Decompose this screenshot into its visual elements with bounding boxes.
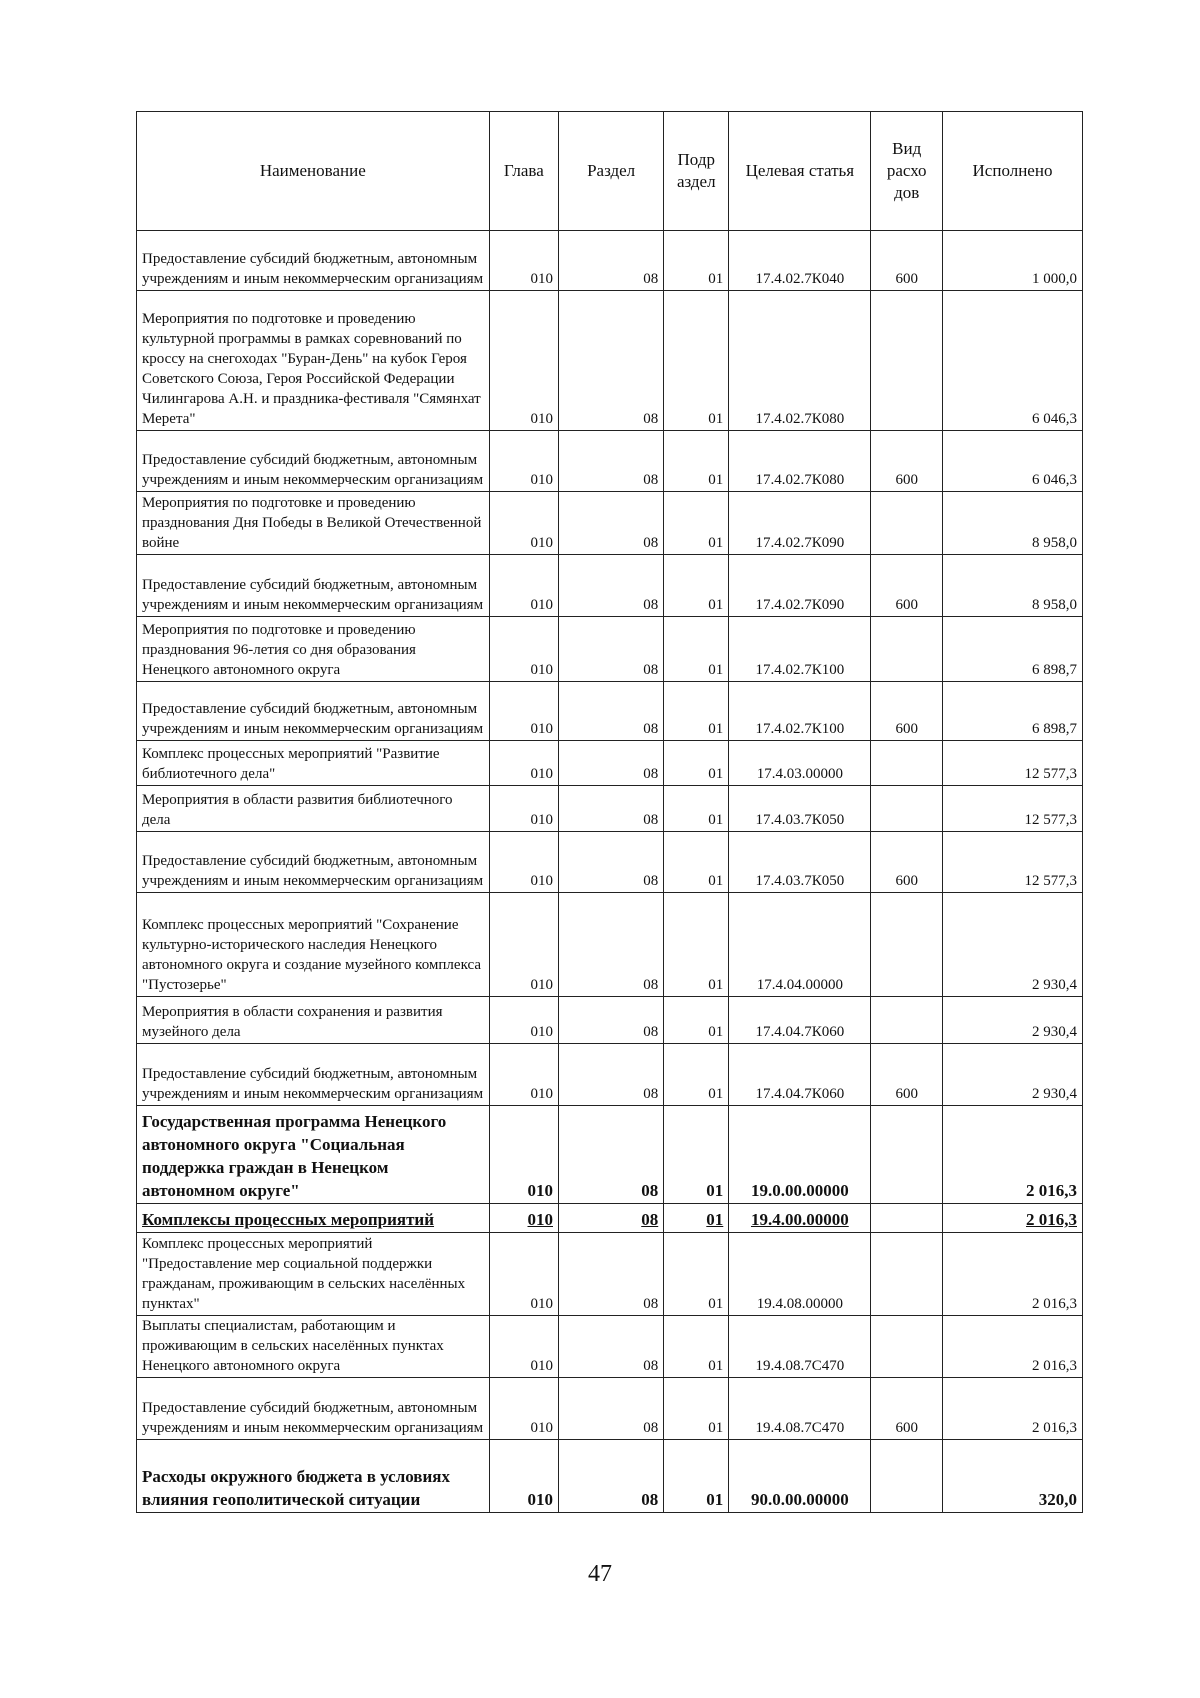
row-name: Комплекс процессных мероприятий "Предоставление мер социальной поддержки гражданам, проживающим в сельских населённых пунктах" — [137, 1233, 490, 1316]
row-razdel: 08 — [559, 1106, 664, 1204]
row-glava: 010 — [489, 617, 558, 682]
row-podrazdel: 01 — [664, 893, 729, 997]
row-podrazdel: 01 — [664, 231, 729, 291]
row-statya: 17.4.03.7К050 — [729, 832, 871, 893]
row-vid — [871, 617, 943, 682]
row-ispolneno: 1 000,0 — [943, 231, 1083, 291]
row-razdel: 08 — [559, 682, 664, 741]
row-razdel: 08 — [559, 431, 664, 492]
row-name: Мероприятия по подготовке и проведению культурной программы в рамках соревнований по кроссу на снегоходах "Буран-День" на кубок Героя Советского Союза, Героя Российской Федерации Чилингарова А.Н. и праздника-фестиваля "Сямянхат Мерета" — [137, 291, 490, 431]
table-row — [137, 1440, 1083, 1513]
row-ispolneno: 2 016,3 — [943, 1204, 1083, 1233]
row-vid: 600 — [871, 682, 943, 741]
row-name: Комплекс процессных мероприятий "Развитие библиотечного дела" — [137, 741, 490, 786]
row-podrazdel: 01 — [664, 832, 729, 893]
row-razdel: 08 — [559, 893, 664, 997]
row-glava: 010 — [489, 1316, 558, 1378]
row-razdel: 08 — [559, 786, 664, 832]
row-statya: 17.4.03.00000 — [729, 741, 871, 786]
row-ispolneno: 12 577,3 — [943, 741, 1083, 786]
row-vid — [871, 741, 943, 786]
row-ispolneno: 8 958,0 — [943, 555, 1083, 617]
row-name: Мероприятия в области сохранения и развития музейного дела — [137, 997, 490, 1044]
row-vid — [871, 1204, 943, 1233]
row-statya: 19.4.08.7С470 — [729, 1378, 871, 1440]
row-glava: 010 — [489, 492, 558, 555]
row-ispolneno: 12 577,3 — [943, 786, 1083, 832]
row-glava: 010 — [489, 893, 558, 997]
header-vid: Вид расхо дов — [871, 112, 943, 231]
row-name: Выплаты специалистам, работающим и проживающим в сельских населённых пунктах Ненецкого автономного округа — [137, 1316, 490, 1378]
row-podrazdel: 01 — [664, 1378, 729, 1440]
row-ispolneno: 6 046,3 — [943, 291, 1083, 431]
row-glava: 010 — [489, 786, 558, 832]
row-ispolneno: 2 930,4 — [943, 893, 1083, 997]
row-name: Государственная программа Ненецкого автономного округа "Социальная поддержка граждан в Ненецком автономном округе" — [137, 1106, 490, 1204]
row-glava: 010 — [489, 431, 558, 492]
row-vid: 600 — [871, 1044, 943, 1106]
row-podrazdel: 01 — [664, 1204, 729, 1233]
row-glava: 010 — [489, 1233, 558, 1316]
row-statya: 17.4.02.7К080 — [729, 431, 871, 492]
row-vid: 600 — [871, 832, 943, 893]
row-vid — [871, 997, 943, 1044]
row-razdel: 08 — [559, 555, 664, 617]
row-podrazdel: 01 — [664, 682, 729, 741]
row-podrazdel: 01 — [664, 1106, 729, 1204]
row-glava: 010 — [489, 555, 558, 617]
row-name: Предоставление субсидий бюджетным, автономным учреждениям и иным некоммерческим организациям — [137, 555, 490, 617]
row-podrazdel: 01 — [664, 1233, 729, 1316]
row-statya: 17.4.02.7К090 — [729, 492, 871, 555]
row-glava: 010 — [489, 741, 558, 786]
table-row — [137, 431, 1083, 492]
row-ispolneno: 6 898,7 — [943, 617, 1083, 682]
row-razdel: 08 — [559, 997, 664, 1044]
row-podrazdel: 01 — [664, 291, 729, 431]
table-row — [137, 1233, 1083, 1316]
page-number: 47 — [588, 1561, 612, 1587]
table-row — [137, 1106, 1083, 1204]
table-row — [137, 291, 1083, 431]
table-header-row — [137, 112, 1083, 231]
row-razdel: 08 — [559, 1233, 664, 1316]
row-podrazdel: 01 — [664, 741, 729, 786]
header-statya: Целевая статья — [729, 112, 871, 231]
table-row — [137, 1204, 1083, 1233]
table-row — [137, 741, 1083, 786]
row-podrazdel: 01 — [664, 1440, 729, 1513]
row-ispolneno: 2 016,3 — [943, 1378, 1083, 1440]
header-razdel: Раздел — [559, 112, 664, 231]
row-statya: 17.4.04.00000 — [729, 893, 871, 997]
row-ispolneno: 2 016,3 — [943, 1233, 1083, 1316]
header-glava: Глава — [489, 112, 558, 231]
row-vid — [871, 1233, 943, 1316]
row-name: Предоставление субсидий бюджетным, автономным учреждениям и иным некоммерческим организациям — [137, 1044, 490, 1106]
row-glava: 010 — [489, 832, 558, 893]
row-razdel: 08 — [559, 832, 664, 893]
row-glava: 010 — [489, 1106, 558, 1204]
row-statya: 17.4.02.7К090 — [729, 555, 871, 617]
row-ispolneno: 320,0 — [943, 1440, 1083, 1513]
table-row — [137, 786, 1083, 832]
row-statya: 90.0.00.00000 — [729, 1440, 871, 1513]
row-glava: 010 — [489, 231, 558, 291]
row-razdel: 08 — [559, 492, 664, 555]
budget-table — [136, 111, 1083, 1513]
row-razdel: 08 — [559, 1378, 664, 1440]
row-glava: 010 — [489, 291, 558, 431]
row-ispolneno: 2 930,4 — [943, 997, 1083, 1044]
row-statya: 19.4.00.00000 — [729, 1204, 871, 1233]
row-statya: 19.0.00.00000 — [729, 1106, 871, 1204]
row-razdel: 08 — [559, 231, 664, 291]
row-podrazdel: 01 — [664, 1316, 729, 1378]
row-name: Предоставление субсидий бюджетным, автономным учреждениям и иным некоммерческим организациям — [137, 431, 490, 492]
row-glava: 010 — [489, 1044, 558, 1106]
row-vid — [871, 1440, 943, 1513]
row-vid: 600 — [871, 431, 943, 492]
row-vid — [871, 1106, 943, 1204]
row-glava: 010 — [489, 682, 558, 741]
row-podrazdel: 01 — [664, 431, 729, 492]
table-row — [137, 1378, 1083, 1440]
row-statya: 17.4.02.7К100 — [729, 617, 871, 682]
row-razdel: 08 — [559, 1440, 664, 1513]
row-podrazdel: 01 — [664, 492, 729, 555]
table-row — [137, 682, 1083, 741]
table-row — [137, 555, 1083, 617]
row-name: Предоставление субсидий бюджетным, автономным учреждениям и иным некоммерческим организациям — [137, 1378, 490, 1440]
row-vid: 600 — [871, 1378, 943, 1440]
row-vid — [871, 893, 943, 997]
row-razdel: 08 — [559, 1204, 664, 1233]
row-vid — [871, 1316, 943, 1378]
row-glava: 010 — [489, 1204, 558, 1233]
row-ispolneno: 2 016,3 — [943, 1106, 1083, 1204]
row-name: Комплексы процессных мероприятий — [137, 1204, 490, 1233]
row-glava: 010 — [489, 1378, 558, 1440]
table-row — [137, 893, 1083, 997]
row-ispolneno: 6 898,7 — [943, 682, 1083, 741]
header-ispolneno: Исполнено — [943, 112, 1083, 231]
row-statya: 17.4.02.7К040 — [729, 231, 871, 291]
row-vid — [871, 492, 943, 555]
row-name: Предоставление субсидий бюджетным, автономным учреждениям и иным некоммерческим организациям — [137, 682, 490, 741]
row-ispolneno: 12 577,3 — [943, 832, 1083, 893]
row-ispolneno: 2 930,4 — [943, 1044, 1083, 1106]
row-podrazdel: 01 — [664, 786, 729, 832]
table-row — [137, 617, 1083, 682]
row-name: Мероприятия по подготовке и проведению празднования 96-летия со дня образования Ненецкого автономного округа — [137, 617, 490, 682]
row-ispolneno: 6 046,3 — [943, 431, 1083, 492]
row-razdel: 08 — [559, 1044, 664, 1106]
row-glava: 010 — [489, 1440, 558, 1513]
row-statya: 17.4.04.7К060 — [729, 997, 871, 1044]
header-name: Наименование — [137, 112, 490, 231]
row-razdel: 08 — [559, 741, 664, 786]
row-statya: 19.4.08.00000 — [729, 1233, 871, 1316]
table-row — [137, 1316, 1083, 1378]
row-razdel: 08 — [559, 291, 664, 431]
row-name: Расходы окружного бюджета в условиях влияния геополитической ситуации — [137, 1440, 490, 1513]
row-vid: 600 — [871, 231, 943, 291]
row-vid — [871, 786, 943, 832]
row-name: Мероприятия в области развития библиотечного дела — [137, 786, 490, 832]
row-vid: 600 — [871, 555, 943, 617]
table-body — [137, 231, 1083, 1513]
row-podrazdel: 01 — [664, 997, 729, 1044]
row-vid — [871, 291, 943, 431]
row-podrazdel: 01 — [664, 617, 729, 682]
row-glava: 010 — [489, 997, 558, 1044]
row-podrazdel: 01 — [664, 555, 729, 617]
row-statya: 17.4.04.7К060 — [729, 1044, 871, 1106]
table-row — [137, 1044, 1083, 1106]
row-statya: 17.4.02.7К100 — [729, 682, 871, 741]
row-statya: 17.4.03.7К050 — [729, 786, 871, 832]
row-razdel: 08 — [559, 617, 664, 682]
row-razdel: 08 — [559, 1316, 664, 1378]
row-statya: 17.4.02.7К080 — [729, 291, 871, 431]
table-row — [137, 231, 1083, 291]
row-ispolneno: 8 958,0 — [943, 492, 1083, 555]
row-name: Мероприятия по подготовке и проведению празднования Дня Победы в Великой Отечественной войне — [137, 492, 490, 555]
table-row — [137, 832, 1083, 893]
row-statya: 19.4.08.7С470 — [729, 1316, 871, 1378]
row-podrazdel: 01 — [664, 1044, 729, 1106]
row-ispolneno: 2 016,3 — [943, 1316, 1083, 1378]
row-name: Комплекс процессных мероприятий "Сохранение культурно-исторического наследия Ненецкого автономного округа и создание музейного комплекса "Пустозерье" — [137, 893, 490, 997]
table-row — [137, 997, 1083, 1044]
row-name: Предоставление субсидий бюджетным, автономным учреждениям и иным некоммерческим организациям — [137, 231, 490, 291]
table-row — [137, 492, 1083, 555]
row-name: Предоставление субсидий бюджетным, автономным учреждениям и иным некоммерческим организациям — [137, 832, 490, 893]
header-podrazdel: Подр аздел — [664, 112, 729, 231]
